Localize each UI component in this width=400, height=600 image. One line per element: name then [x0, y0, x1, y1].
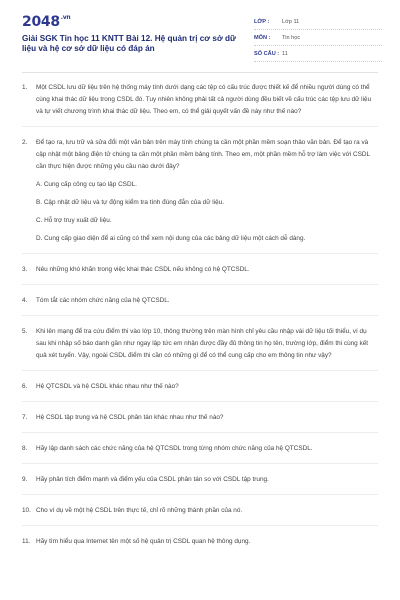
question-item: [22, 82, 378, 118]
question-text: Hãy tìm hiểu qua Internet tên một số hệ quản trị CSDL quan hệ thông dụng.: [36, 538, 251, 545]
answer-option: D. Cung cấp giao diện để ai cũng có thể xem nội dung của các bảng dữ liệu một cách dễ dàng.: [36, 235, 306, 242]
question-text: Cho ví dụ về một hệ CSDL trên thực tế, chỉ rõ những thành phần của nó.: [36, 507, 243, 514]
meta-row-subject: [254, 30, 382, 46]
question-text: Một CSDL lưu dữ liệu trên hệ thống máy tính dưới dạng các tệp có cấu trúc được thiết kế để nhiều người dùng có thể cùng khai thác dữ liệu trong CSDL đó. Tuy nhiên không phải tất cả người dùng đều biết về cấu trúc các tệp lưu dữ liệu và tự viết chương trình khai thác dữ liệu. Theo em, có thể giải quyết vấn đề này như thế nào?: [36, 84, 372, 115]
question-list: [22, 82, 378, 548]
question-text: Khi lên mạng để tra cứu điểm thi vào lớp 10, thông thường trên màn hình chỉ yêu cầu nhập vài dữ liệu tối thiểu, ví dụ sau khi nhập số báo danh gần như ngay lập tức em nhận được đầy đủ thông tin họ tên, trường lớp, điểm thi cùng kết quả xét tuyển. Vậy, ngoài CSDL điểm thi cần có những gì để có thể cung cấp cho em thông tin như vậy?: [36, 328, 369, 359]
meta-row-count: [254, 46, 382, 62]
question-number: 10.: [22, 507, 31, 514]
question-item: [22, 326, 378, 362]
meta-value: Tin học: [282, 35, 301, 41]
question-item: [22, 264, 378, 276]
question-number: 6.: [22, 383, 28, 390]
question-item: [22, 412, 378, 424]
meta-label: MÔN :: [254, 35, 271, 41]
question-divider: [22, 494, 378, 495]
question-item: [22, 443, 378, 455]
question-number: 3.: [22, 266, 28, 273]
question-divider: [22, 253, 378, 254]
question-number: 1.: [22, 84, 28, 91]
meta-row-class: [254, 14, 382, 30]
question-number: 4.: [22, 297, 28, 304]
meta-box: [254, 14, 382, 62]
meta-value: Lớp 11: [282, 19, 300, 25]
site-logo[interactable]: [22, 14, 70, 30]
question-number: 11.: [22, 538, 31, 545]
question-number: 7.: [22, 414, 28, 421]
logo-text: 2048: [22, 14, 60, 30]
question-text: Để tạo ra, lưu trữ và sửa đổi một văn bản trên máy tính chúng ta cần một phần mềm soạn thảo văn bản. Để tạo ra và cập nhật một bảng điện tử chúng ta cần một phần mềm bảng tính. Theo em, một phần mềm hỗ trợ làm việc với CSDL cần thực hiện được những yêu cầu nào dưới đây?: [36, 139, 370, 170]
question-item: [22, 536, 378, 548]
question-number: 9.: [22, 476, 28, 483]
meta-value: 11: [282, 51, 288, 57]
document-title: Giải SGK Tin học 11 KNTT Bài 12. Hệ quản trị cơ sở dữ liệu và hệ cơ sở dữ liệu có đáp án: [22, 34, 236, 53]
question-text: Hệ QTCSDL và hệ CSDL khác nhau như thế nào?: [36, 383, 179, 390]
question-item: [22, 295, 378, 307]
answer-option: C. Hỗ trợ truy xuất dữ liệu.: [36, 217, 112, 224]
meta-label: SỐ CÂU :: [254, 51, 280, 57]
question-text: Hệ CSDL tập trung và hệ CSDL phân tán khác nhau như thế nào?: [36, 414, 224, 421]
question-text: Nêu những khó khăn trong việc khai thác CSDL nếu không có hệ QTCSDL.: [36, 266, 250, 273]
question-divider: [22, 463, 378, 464]
question-divider: [22, 315, 378, 316]
question-text: Hãy lập danh sách các chức năng của hệ QTCSDL trong từng nhóm chức năng của hệ QTCSDL.: [36, 445, 313, 452]
question-divider: [22, 284, 378, 285]
question-item: [22, 474, 378, 486]
answer-option: A. Cung cấp công cụ tạo lập CSDL.: [36, 181, 137, 188]
question-divider: [22, 126, 378, 127]
question-divider: [22, 401, 378, 402]
question-text: Tóm tắt các nhóm chức năng của hệ QTCSDL.: [36, 297, 170, 304]
question-divider: [22, 525, 378, 526]
question-item: [22, 505, 378, 517]
question-divider: [22, 370, 378, 371]
question-number: 2.: [22, 139, 28, 146]
answer-option: B. Cập nhật dữ liệu và tự động kiểm tra tính đúng đắn của dữ liệu.: [36, 199, 224, 206]
meta-label: LỚP :: [254, 19, 270, 25]
header-divider: [22, 72, 378, 73]
question-number: 5.: [22, 328, 28, 335]
page-header: [22, 14, 382, 62]
question-divider: [22, 432, 378, 433]
logo-suffix: .vn: [60, 14, 71, 21]
question-item: [22, 381, 378, 393]
question-item: [22, 137, 378, 245]
question-number: 8.: [22, 445, 28, 452]
question-text: Hãy phân tích điểm mạnh và điểm yếu của CSDL phân tán so với CSDL tập trung.: [36, 476, 269, 483]
